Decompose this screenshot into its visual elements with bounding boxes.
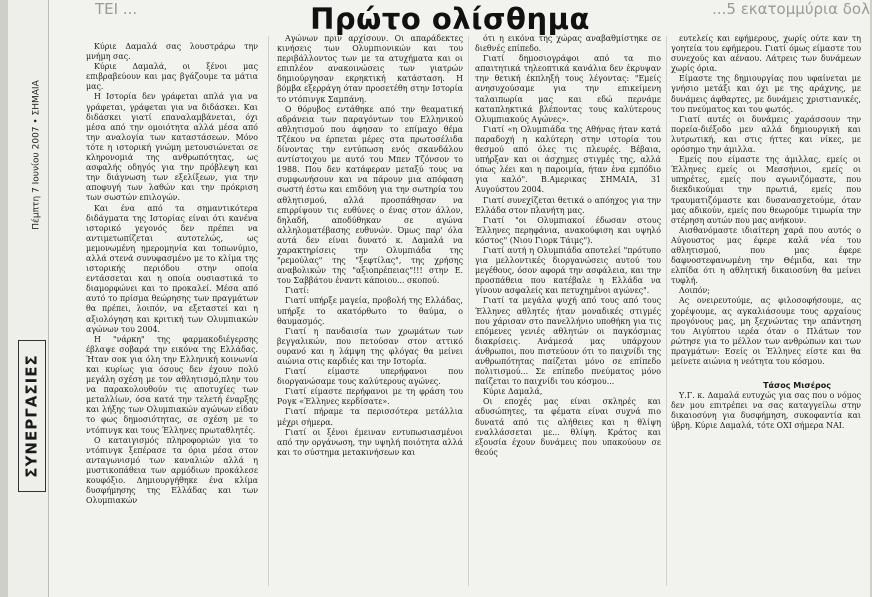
bleed-through-text-left: ΤΕΙ ... (95, 0, 138, 18)
paragraph: Γιατί αυτές οι δυνάμεις χαράσσουν την πορεία-διέξοδο μεν αλλά δημιουργική και λυτρωτική, και στις ήττες και νίκες, με ορόσημο την άμιλλα. (671, 114, 861, 155)
paragraph: Και ένα από τα σημαντικότερα διδάγματα της Ιστορίας είναι ότι κανένα ιστορικό γεγονός δεν πρέπει να αντιμετωπίζεται αυτοτελώς, ως μεμονωμένη ημερομηνία και τοπωνύμιο, αλλά στενά συνυφασμένο με το κλίμα της ιστορικής περιόδου στην οποία εντάσσεται και η οποία ουσιαστικά το διαμορφώνει και το προκαλεί. Μέσα από αυτό το πρίσμα θεώρησης των πραγμάτων θα πρέπει, λοιπόν, να εξεταστεί και η αξιολόγηση και κριτική των Ολυμπιακών αγώνων του 2004. (86, 203, 258, 334)
column-divider (666, 36, 667, 586)
paragraph: Αισθανόμαστε ιδιαίτερη χαρά που αυτός ο Αύγουστος μας έφερε καλά νέα του αθλητισμού, που μας έφερε δαφνοστεφανωμένη την Θέμιδα, και την ελπίδα ότι η αθλητική δικαιοσύνη θα μείνει τυφλή. (671, 225, 861, 286)
column-divider (468, 36, 469, 586)
article-column-2 (277, 34, 463, 579)
page-margin-strip (8, 0, 49, 597)
section-label: ΣΥΝΕΡΓΑΣΙΕΣ (18, 340, 46, 492)
paragraph: Γιατί αυτή η Ολυμπιάδα αποτελεί "πρότυπο για μελλοντικές διοργανώσεις αυτού του μεγέθους, όσον αφορά την ασφάλεια, και την προσπάθεια που κατέβαλε η Ελλάδα να γίνουν ασφαλείς και πετυχημένοι αγώνες". (475, 245, 661, 296)
article-column-3 (475, 34, 661, 579)
postscript: Υ.Γ. κ. Δαμαλά ευτυχώς για σας που ο νόμος δεν μου επιτρέπει να σας καταγγείλω στην δικαιοσύνη για δυσφήμηση, συκοφαντία και ύβρη. Κύριε Δαμαλά, τότε ΟΧΙ σήμερα ΝΑΙ. (671, 391, 861, 431)
paragraph: Κύριε Δαμαλά, οι ξένοι μας επιβραβεύουν και μας βγάζουμε τα μάτια μας. (86, 62, 258, 92)
paragraph: Γιατί πήραμε τα περισσότερα μετάλλια μέχρι σήμερα. (277, 407, 463, 427)
paragraph: Γιατί η πανδαισία των χρωμάτων των βεγγαλικών, που πετούσαν στον αττικό ουρανό και η λάμψη της φλόγας θα μείνει αιώνια στις καρδιές και την Ιστορία. (277, 326, 463, 366)
paragraph: Ο καταιγισμός πληροφοριών για το ντόπινγκ ξεπέρασε τα όρια μέσα στον ανταγωνισμό των καναλιών αλλά η μυστικοπάθεια των αρμόδιων προκάλεσε κουφόξιο. Δημιουργήθηκε ένα κλίμα δυσφήμησης της Ελλάδας και των Ολυμπιακών (86, 435, 258, 506)
paragraph: Γιατί υπήρξε μαγεία, προβολή της Ελλάδας, υπήρξε το ακατόρθωτο το θαύμα, ο θαυμασμός. (277, 296, 463, 326)
paragraph: Εμείς που είμαστε της άμιλλας, εμείς οι Έλληνες εμείς οι Μεσσήνιοι, εμείς οι υπηρέτες, εμείς που αγωνιζόμαστε, που διεκδικούμαι την πρωτιά, εμείς που τραυματιζόμαστε και δυσανασχετούμε, όταν μας αδικούν, εμείς που θεωρούμε τιμωρία την στέρηση αυτών που μας ανήκουν. (671, 155, 861, 225)
paragraph: Η "νάρκη" της φαρμακοδιέγερσης έβλαψε σοβαρά την εικόνα της Ελλάδας. Ήταν σοκ για όλη την Ελληνική κοινωνία και κυρίως για όσους δεν έχουν πολύ μεγάλη σχέση με τον αθλητισμό,πλην του να παρακολουθούν τις αποτυχίες των μεταλλίων, όσα κατά την τελετή έναρξης και λήξης των Ολυμπιακών αγώνων είδαν το φως δημοσιότητας, σε σχέση με το ντόπινγκ και τους Έλληνες πρωταθλητές. (86, 334, 258, 435)
bleed-through-text-right: ...5 εκατομμύρια δολ (712, 0, 870, 18)
article-headline: Πρώτο ολίσθημα (310, 2, 590, 36)
paragraph: Γιατί τα μεγάλα ψυχή από τους από τους Έλληνες αθλητές ήταν μοναδικές στιγμές που χάρισαν στο πανελλήνιο υποθήκη για τις επόμενες γενιές αθλητών οι παγκόσμιας διακρίσεις. Ανάμεσά μας υπάρχουν άνθρωποι, που πιστεύουν ότι το παιχνίδι της ανθρωπότητας παίζεται μόνο σε επίπεδο πολιτισμού... Σε επίπεδο πνεύματος μόνο παίζεται το παιχνίδι του κόσμου... (475, 296, 661, 387)
author-signature: Τάσος Μισέρος (763, 381, 831, 391)
paragraph: Λοιπόν; (679, 286, 710, 296)
paragraph: Ο θόρυβος εντάθηκε από την θεαματική αδράνεια των παραγόντων του Ελληνικού αθλητισμού που άφησαν το επίμαχο θέμα Τζέκου να έρπεται μέρες στα πρωτοσέλιδα δίνοντας την εντύπωση ενός σκανδάλου αντίστοιχου με αυτό του Μπεν Τζόνσον το 1988. Που δεν κατάφεραν μεταξύ τους να συμφωνήσουν και να πάρουν μια απόφαση σωστή έστω και επιδόνη για την σωτηρία του αθλητισμού, αλλά προσπάθησαν να επιρρίψουν τις ευθύνες ο ένας στον άλλον, δηλαδή, αποδύθηκαν σε αγώνα αλληλοματέβασης ευθυνών. Όμως παρ' όλα αυτά δεν είναι δυνατό κ. Δαμαλά να χαρακτηρίσεις την Ολυμπιάδα της "ρεμούλας" της "ξεφτίλας", της χρήσης αναβολικών της "αξιοπρέπειας"!!! στην Ε. του Σαββάτου έναντι κάποιου... σκοπού. (277, 104, 463, 286)
article-column-4 (671, 34, 861, 579)
paragraph: Ας ονειρευτούμε, ας φιλοσοφήσουμε, ας χορέψουμε, ας αγκαλιάσουμε τους αρχαίους προγόνους μας, μη ξεχνώντας την απάντηση του Αιγύπτου ιερέα όταν ο Πλάτων τον ρώτησε για το μέλλον των ανθρώπων και των πραγμάτων: Εσείς οι Έλληνες είστε και θα μείνετε αιώνια η νεότητα του κόσμου. (671, 296, 861, 366)
paragraph: Αγώνων πριν αρχίσουν. Οι απαράδεκτες κινήσεις των Ολυμπιονικών και του περιβάλλοντος των με τα ατυχήματα και οι επιπλέον ανακοινώσεις των γιατρών δημιούργησαν εκρηκτική κατάσταση. Η βόμβα εξερράγη όταν προσετέθη στην Ιστορία το ντόπινγκ Σαμπάνη. (277, 34, 463, 104)
paragraph: Γιατί "οι Ολυμπιακοί έδωσαν στους Έλληνες περηφάνια, ανακούφιση και υψηλό κόστος" (Νιου Γιορκ Τάιμς"). (475, 215, 661, 245)
paragraph: Οι εποχές μας είναι σκληρές και αδυσώπητες, τα φέματα είναι συχνά πιο δυνατά από τις αλήθειες και η θλίψη εναλλάσσεται με... θλίψη. Κράτος και εξουσία έχουν δυνάμεις που υπακούουν σε θεούς (475, 397, 661, 457)
paragraph: Γιατί συνεχίζεται θετικά ο απόηχος για την Ελλάδα στον πλανήτη μας. (475, 195, 661, 215)
dateline: Πέμπτη 7 Ιουνίου 2007 • ΣΗΜΑΙΑ (32, 80, 43, 230)
paragraph: Γιατί «η Ολυμπιάδα της Αθήνας ήταν κατά παραδοχή η καλύτερη στην ιστορία του θεσμού από όλες τις πλευρές. Βέβαια, υπήρξαν και οι άσχημες στιγμές της, αλλά όπως λέει και η παροιμία, ήταν ένα εμπόδιο για καλό". Β.Αμερικας ΣΗΜΑΙΑ, 31 Αυγούστου 2004. (475, 124, 661, 195)
article-column-1 (86, 42, 258, 587)
paragraph: ευτελείς και εφήμερους, χωρίς ούτε καν τη γοητεία του εφήμερου. Γιατί όμως είμαστε του συνεχούς και αέναου. Λάτρεις των δυνάμεων χωρίς όρια. (671, 34, 861, 74)
paragraph: Γιατί είμαστε υπερήφανοι που διοργανώσαμε τους καλύτερους αγώνες. (277, 367, 463, 387)
paragraph: Κύριε Δαμαλά σας λουστράρω την μνήμη σας. (86, 42, 258, 62)
paragraph: Η Ιστορία δεν γράφεται απλά για να γράφεται, γράφεται για να διδάσκει. Και διδάσκει γιατί επαναλαμβάνεται, όχι μέσα από την ομοιότητα αλλά μέσα από την αναλογία των καταστάσεων. Μόνο τότε η ιστορική γνώμη μετουσιώνεται σε κληρονομιά της ανθρωπότητας, ως ασφαλής οδηγός για την πρόβλεψη και την διάγνωση των εξελίξεων, για την αποφυγή των λαθών και την πρόκριση των σωστών επιλογών. (86, 92, 258, 203)
paragraph: Είμαστε της δημιουργίας που υφαίνεται με γνήσιο μετάξι και όχι με της αράχνης, με δυνάμεις άφθαρτες, με δυνάμεις χριστιανικές, του πνεύματος και του φωτός. (671, 74, 861, 114)
paragraph: Κύριε Δαμαλά, (483, 387, 543, 397)
paragraph: Γιατί οι ξένοι έμειναν εντυπωσιασμένοι από την οργάνωση, την υψηλή ποιότητα αλλά και το σύστημα μετακινήσεων και (277, 427, 463, 457)
paragraph: Γιατί δημοσιογράφοι από τα πιο απαιτητικά τηλεοπτικά κανάλια δεν έκρυψαν την θετική έκπληξή τους λέγοντας: "Εμείς ανησυχούσαμε για την επικείμενη ταλαιπωρία μας και εδώ περνάμε καταπληκτικά βλέποντας τους καλύτερους Ολυμπιακούς Αγώνες». (475, 54, 661, 124)
paragraph: Γιατί είμαστε περήφανοι με τη φράση του Ρογκ «Έλληνες κερδίσατε». (277, 387, 463, 407)
paragraph: Γιατί: (285, 286, 310, 296)
column-divider (268, 36, 269, 586)
paragraph: ότι η εικόνα της χώρας αναβαθμίστηκε σε διεθνές επίπεδο. (475, 34, 661, 54)
